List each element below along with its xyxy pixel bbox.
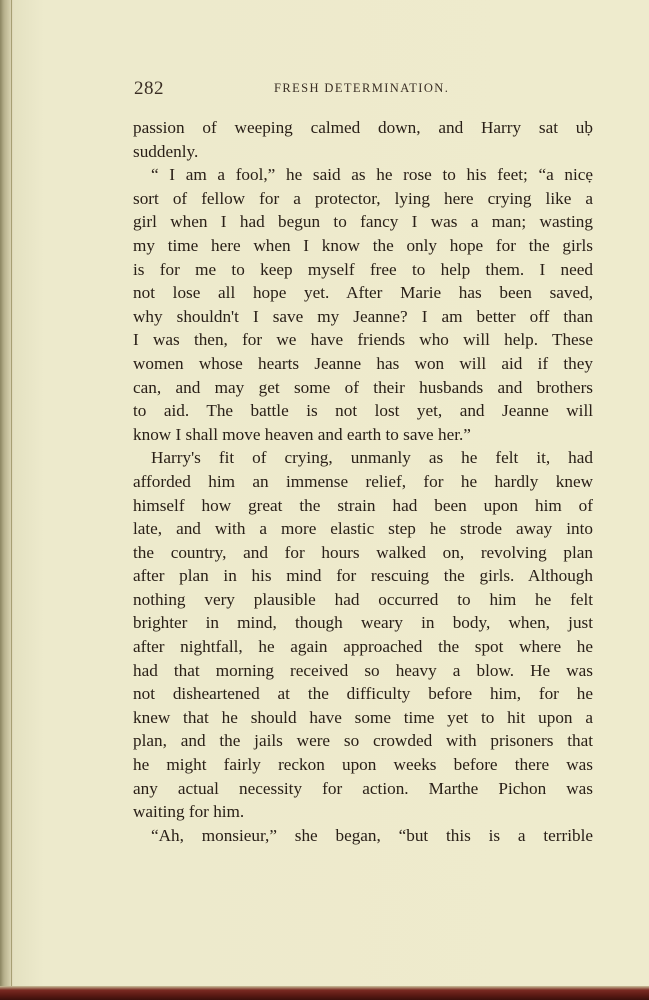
- text-line: I was then, for we have friends who will help. These: [133, 330, 593, 350]
- text-line: knew that he should have some time yet to hit upon a: [133, 707, 593, 727]
- text-line: after plan in his mind for rescuing the girls. Although: [133, 566, 593, 586]
- text-line: why shouldn't I save my Jeanne? I am better off than: [133, 306, 593, 326]
- page-bottom-edge: [0, 986, 649, 1000]
- text-line: passion of weeping calmed down, and Harry sat uḅ: [133, 118, 593, 137]
- text-line: afforded him an immense relief, for he hardly knew: [133, 471, 593, 491]
- text-line: plan, and the jails were so crowded with prisoners that: [133, 731, 593, 751]
- text-line: sort of fellow for a protector, lying here crying like a: [133, 188, 593, 208]
- text-line: can, and may get some of their husbands and brothers: [133, 377, 593, 397]
- text-line: women whose hearts Jeanne has won will aid if they: [133, 353, 593, 373]
- text-line: waiting for him.: [133, 802, 245, 822]
- page-number: 282: [134, 78, 164, 99]
- text-line: my time here when I know the only hope for the girls: [133, 235, 593, 255]
- text-line: late, and with a more elastic step he strode away into: [133, 519, 593, 539]
- text-line: he might fairly reckon upon weeks before there was: [133, 755, 593, 775]
- text-line: not disheartened at the difficulty before him, for he: [133, 684, 593, 704]
- text-line: to aid. The battle is not lost yet, and Jeanne will: [133, 401, 593, 421]
- text-line: himself how great the strain had been upon him of: [133, 495, 593, 515]
- text-line: girl when I had begun to fancy I was a man; wasting: [133, 212, 593, 232]
- text-line: the country, and for hours walked on, revolving plan: [133, 542, 593, 562]
- text-line: “Ah, monsieur,” she began, “but this is a terrible: [151, 825, 593, 845]
- text-line: is for me to keep myself free to help them. I need: [133, 259, 593, 279]
- body-text: [133, 116, 593, 847]
- text-line: had that morning received so heavy a blow. He was: [133, 660, 593, 680]
- text-line: “ I am a fool,” he said as he rose to his feet; “a nicẹ: [151, 165, 593, 185]
- text-line: suddenly.: [133, 141, 199, 161]
- gutter-line: [11, 0, 12, 1000]
- text-line: not lose all hope yet. After Marie has been saved,: [133, 283, 593, 303]
- text-line: Harry's fit of crying, unmanly as he felt it, had: [151, 448, 593, 468]
- text-line: after nightfall, he again approached the spot where he: [133, 637, 593, 657]
- text-line: know I shall move heaven and earth to save her.”: [133, 424, 471, 444]
- text-line: nothing very plausible had occurred to him he felt: [133, 589, 593, 609]
- page-header: [134, 78, 594, 102]
- running-head: FRESH DETERMINATION.: [274, 81, 450, 95]
- text-line: any actual necessity for action. Marthe Pichon was: [133, 778, 593, 798]
- text-line: brighter in mind, though weary in body, when, just: [133, 613, 593, 633]
